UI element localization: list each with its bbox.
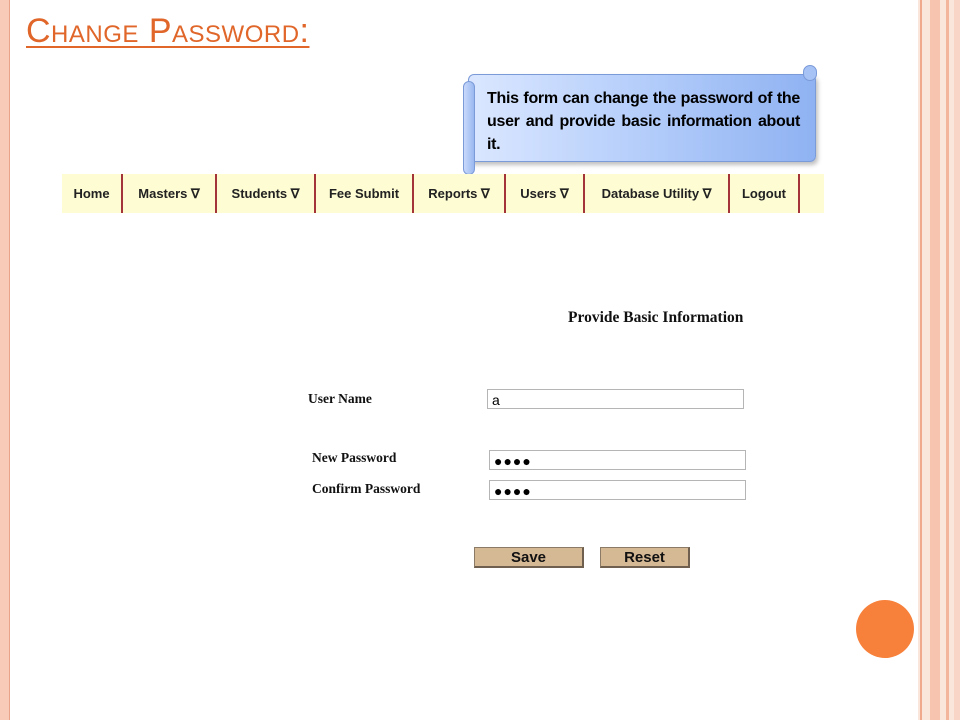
scroll-callout (468, 74, 816, 162)
callout-text: This form can change the password of the user and provide basic information about it. (487, 90, 800, 153)
nav-item-users[interactable]: Users ∇ (506, 174, 585, 213)
nav-item-reports[interactable]: Reports ∇ (414, 174, 506, 213)
decorative-orange-circle (856, 600, 914, 658)
user-name-input[interactable]: a (487, 389, 744, 409)
reset-button[interactable]: Reset (600, 547, 690, 568)
form-heading: Provide Basic Information (568, 309, 744, 326)
confirm-password-input[interactable]: ●●●● (489, 480, 746, 500)
nav-item-logout[interactable]: Logout (730, 174, 800, 213)
new-password-label: New Password (312, 450, 397, 465)
nav-bar (62, 174, 824, 213)
confirm-password-label: Confirm Password (312, 481, 421, 496)
nav-item-database-utility[interactable]: Database Utility ∇ (585, 174, 730, 213)
scroll-curl-right (803, 65, 817, 81)
slide-left-border (0, 0, 9, 720)
new-password-input[interactable]: ●●●● (489, 450, 746, 470)
scroll-curl-left (463, 81, 475, 175)
nav-item-masters[interactable]: Masters ∇ (123, 174, 217, 213)
user-name-label: User Name (308, 391, 372, 406)
nav-item-students[interactable]: Students ∇ (217, 174, 316, 213)
nav-item-fee-submit[interactable]: Fee Submit (316, 174, 414, 213)
save-button[interactable]: Save (474, 547, 584, 568)
slide-right-border (918, 0, 960, 720)
slide-title: Change Password: (26, 12, 310, 50)
nav-item-home[interactable]: Home (62, 174, 123, 213)
